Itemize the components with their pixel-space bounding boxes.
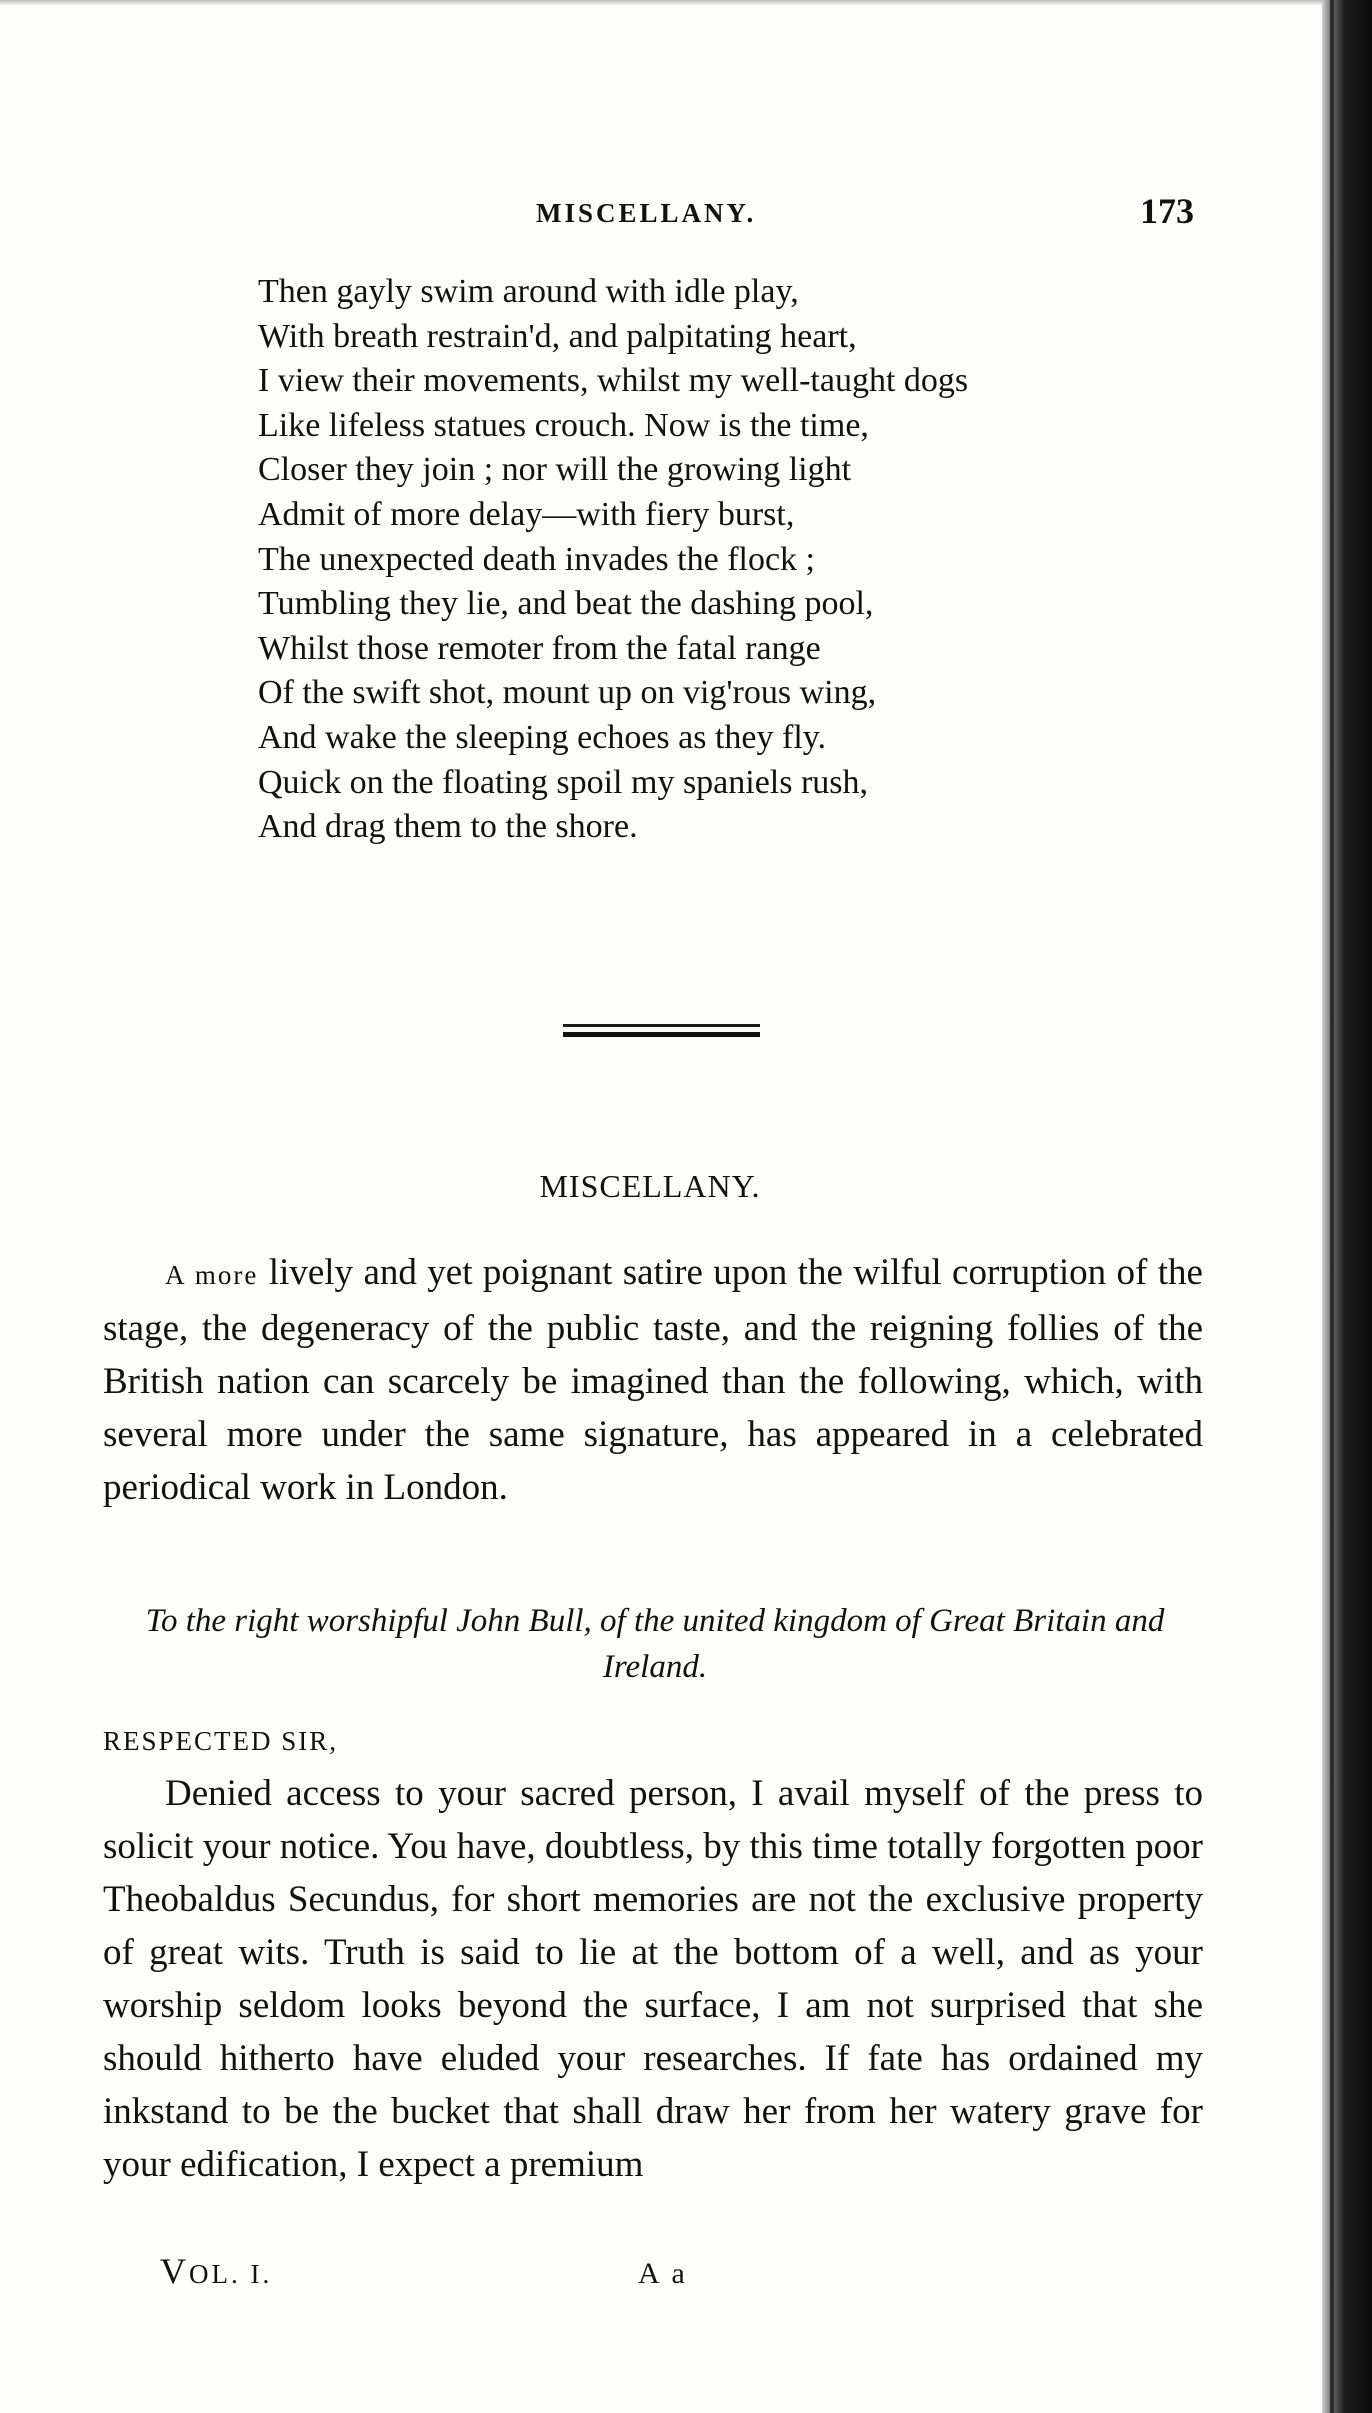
- section-divider: [563, 1024, 760, 1037]
- volume-mark-rest: OL. I.: [189, 2259, 273, 2289]
- poem-line: Like lifeless statues crouch. Now is the time,: [258, 406, 869, 444]
- intro-paragraph: [103, 1246, 1203, 1514]
- volume-mark-initial: V: [160, 2251, 189, 2291]
- poem-line: With breath restrain'd, and palpitating heart,: [258, 317, 857, 355]
- poem-line: I view their movements, whilst my well-taught dogs: [258, 362, 969, 400]
- letter-address: To the right worshipful John Bull, of the united kingdom of Great Britain and Ireland.: [145, 1603, 1165, 1685]
- poem-line: The unexpected death invades the flock ;: [258, 540, 815, 578]
- letter-salutation: RESPECTED SIR,: [103, 1726, 339, 1756]
- intro-text: lively and yet poignant satire upon the wilful corruption of the stage, the degeneracy of the public taste, and the reigning follies of the British nation can scarcely be imagined than the following, which, with several more under the same signature, has appeared in a celebrated periodical work in London.: [103, 1252, 1203, 1508]
- divider-thick-rule: [563, 1032, 760, 1037]
- section-title: MISCELLANY.: [539, 1168, 761, 1204]
- signature-mark: A a: [638, 2257, 688, 2290]
- poem-stanza: [258, 270, 1158, 850]
- intro-lead-words: A more: [165, 1260, 259, 1290]
- page-number: 173: [1140, 191, 1194, 231]
- poem-line: Of the swift shot, mount up on vig'rous wing,: [258, 674, 877, 712]
- poem-line: Closer they join ; nor will the growing light: [258, 451, 852, 489]
- poem-line: And wake the sleeping echoes as they fly.: [258, 718, 827, 756]
- poem-line: Tumbling they lie, and beat the dashing pool,: [258, 585, 874, 623]
- letter-body: Denied access to your sacred person, I avail myself of the press to solicit your notice. You have, doubtless, by this time totally forgotten poor Theobaldus Secundus, for short memories are not the exclusive property of great wits. Truth is said to lie at the bottom of a well, and as your worship seldom looks beyond the surface, I am not surprised that she should hitherto have eluded your researches. If fate has ordained my inkstand to be the bucket that shall draw her from her watery grave for your edification, I expect a premium: [103, 1773, 1203, 2185]
- divider-thin-rule: [563, 1024, 760, 1027]
- poem-line: Then gayly swim around with idle play,: [258, 273, 799, 310]
- page-top-edge: [0, 0, 1330, 6]
- poem-line: Whilst those remoter from the fatal range: [258, 629, 821, 667]
- page-edge-line: [1330, 0, 1334, 2413]
- poem-line: Admit of more delay—with fiery burst,: [258, 495, 795, 533]
- poem-line: Quick on the floating spoil my spaniels rush,: [258, 763, 869, 801]
- running-head: MISCELLANY.: [536, 198, 757, 228]
- volume-mark: [160, 2250, 272, 2292]
- poem-line: And drag them to the shore.: [258, 808, 638, 846]
